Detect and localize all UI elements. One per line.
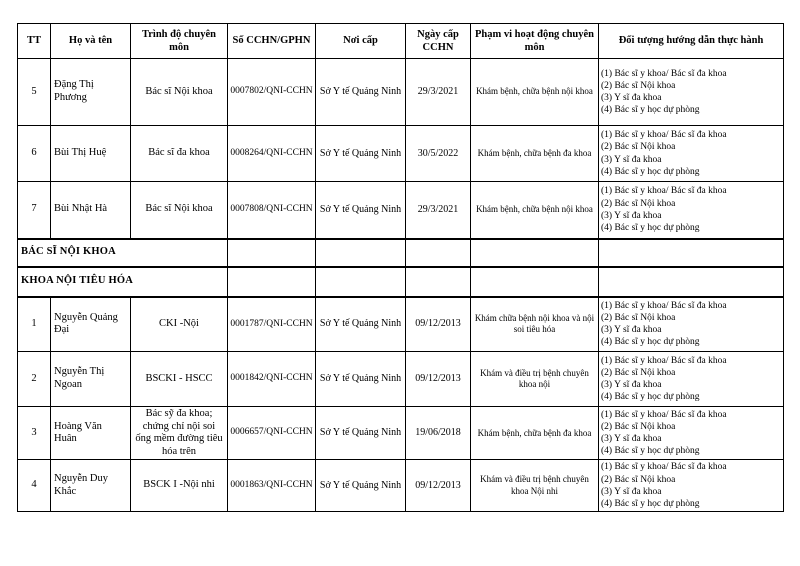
subject-line: (3) Y sĩ đa khoa (601, 486, 662, 497)
cell-name: Đặng Thị Phương (51, 59, 131, 126)
cell-date: 09/12/2013 (406, 460, 471, 512)
cell-qualification: Bác sỹ đa khoa; chứng chỉ nội soi ống mềm đường tiêu hóa trên (131, 407, 228, 460)
cell-name: Nguyễn Quảng Đại (51, 297, 131, 352)
empty-cell (599, 239, 784, 267)
cell-subjects (599, 297, 784, 352)
cell-date: 19/06/2018 (406, 407, 471, 460)
column-header-tt: TT (18, 24, 51, 59)
column-header-subjects: Đối tượng hướng dẫn thực hành (599, 24, 784, 59)
cell-cert_no: 0001842/QNI-CCHN (228, 352, 316, 407)
document-page (17, 23, 783, 512)
subject-line: (3) Y sĩ đa khoa (601, 380, 662, 390)
subject-line: (1) Bác sĩ y khoa/ Bác sĩ đa khoa (601, 130, 727, 141)
subject-line: (4) Bác sĩ y học dự phòng (601, 446, 700, 457)
cell-cert_no: 0001787/QNI-CCHN (228, 297, 316, 352)
cell-subjects (599, 407, 784, 460)
cell-place: Sở Y tế Quảng Ninh (316, 126, 406, 182)
subject-line: (1) Bác sĩ y khoa/ Bác sĩ đa khoa (601, 462, 727, 473)
table-row (18, 460, 784, 512)
cell-tt: 2 (18, 352, 51, 407)
cell-qualification: Bác sĩ Nội khoa (131, 59, 228, 126)
subject-line: (4) Bác sĩ y học dự phòng (601, 105, 700, 116)
cell-scope: Khám bệnh, chữa bệnh nội khoa (471, 59, 599, 126)
cell-scope: Khám và điều trị bệnh chuyên khoa Nội nhi (471, 460, 599, 512)
table-row (18, 407, 784, 460)
cell-place: Sở Y tế Quảng Ninh (316, 182, 406, 239)
cell-date: 29/3/2021 (406, 182, 471, 239)
subject-line: (2) Bác sĩ Nội khoa (601, 422, 676, 433)
empty-cell (228, 267, 316, 297)
cell-subjects (599, 126, 784, 182)
empty-cell (316, 239, 406, 267)
cell-subjects (599, 352, 784, 407)
subject-line: (2) Bác sĩ Nội khoa (601, 474, 676, 485)
empty-cell (316, 267, 406, 297)
section-row (18, 239, 784, 267)
cell-name: Nguyễn Thị Ngoan (51, 352, 131, 407)
table-row (18, 126, 784, 182)
subject-line: (3) Y sĩ đa khoa (601, 325, 662, 336)
cell-name: Bùi Thị Huệ (51, 126, 131, 182)
cell-subjects (599, 59, 784, 126)
empty-cell (406, 267, 471, 297)
subject-line: (3) Y sĩ đa khoa (601, 210, 662, 221)
empty-cell (228, 239, 316, 267)
column-header-place: Nơi cấp (316, 24, 406, 59)
cell-scope: Khám bệnh, chữa bệnh đa khoa (471, 126, 599, 182)
table-row (18, 59, 784, 126)
cell-qualification: BSCKI - HSCC (131, 352, 228, 407)
table-row (18, 297, 784, 352)
subject-line: (1) Bác sĩ y khoa/ Bác sĩ đa khoa (601, 68, 727, 79)
cell-place: Sở Y tế Quảng Ninh (316, 297, 406, 352)
section-label: KHOA NỘI TIÊU HÓA (18, 267, 228, 297)
subject-line: (4) Bác sĩ y học dự phòng (601, 337, 700, 348)
subject-line: (3) Y sĩ đa khoa (601, 154, 662, 165)
subject-line: (1) Bác sĩ y khoa/ Bác sĩ đa khoa (601, 355, 727, 366)
subject-line: (3) Y sĩ đa khoa (601, 434, 662, 445)
empty-cell (471, 267, 599, 297)
cell-scope: Khám bệnh, chữa bệnh nội khoa (471, 182, 599, 239)
cell-place: Sở Y tế Quảng Ninh (316, 460, 406, 512)
empty-cell (599, 267, 784, 297)
table-row (18, 182, 784, 239)
practitioners-table (17, 23, 784, 512)
table-header-row (18, 24, 784, 59)
empty-cell (471, 239, 599, 267)
subject-line: (2) Bác sĩ Nội khoa (601, 313, 676, 324)
cell-name: Hoàng Văn Huân (51, 407, 131, 460)
cell-date: 09/12/2013 (406, 352, 471, 407)
column-header-date: Ngày cấp CCHN (406, 24, 471, 59)
cell-tt: 6 (18, 126, 51, 182)
column-header-name: Họ và tên (51, 24, 131, 59)
section-row (18, 267, 784, 297)
subject-line: (2) Bác sĩ Nội khoa (601, 198, 676, 209)
cell-scope: Khám bệnh, chữa bệnh đa khoa (471, 407, 599, 460)
cell-tt: 1 (18, 297, 51, 352)
subject-line: (4) Bác sĩ y học dự phòng (601, 498, 700, 509)
subject-line: (1) Bác sĩ y khoa/ Bác sĩ đa khoa (601, 300, 727, 311)
cell-subjects (599, 182, 784, 239)
subject-line: (1) Bác sĩ y khoa/ Bác sĩ đa khoa (601, 409, 727, 420)
cell-place: Sở Y tế Quảng Ninh (316, 59, 406, 126)
cell-tt: 5 (18, 59, 51, 126)
cell-qualification: Bác sĩ đa khoa (131, 126, 228, 182)
subject-line: (3) Y sĩ đa khoa (601, 93, 662, 103)
cell-cert_no: 0007802/QNI-CCHN (228, 59, 316, 126)
cell-name: Nguyễn Duy Khắc (51, 460, 131, 512)
table-row (18, 352, 784, 407)
cell-cert_no: 0007808/QNI-CCHN (228, 182, 316, 239)
subject-line: (1) Bác sĩ y khoa/ Bác sĩ đa khoa (601, 186, 727, 197)
cell-scope: Khám và điều trị bệnh chuyên khoa nội (471, 352, 599, 407)
cell-tt: 7 (18, 182, 51, 239)
cell-cert_no: 0006657/QNI-CCHN (228, 407, 316, 460)
cell-place: Sở Y tế Quảng Ninh (316, 407, 406, 460)
cell-place: Sở Y tế Quảng Ninh (316, 352, 406, 407)
cell-date: 09/12/2013 (406, 297, 471, 352)
section-label: BÁC SĨ NỘI KHOA (18, 239, 228, 267)
empty-cell (406, 239, 471, 267)
cell-subjects (599, 460, 784, 512)
cell-date: 29/3/2021 (406, 59, 471, 126)
cell-qualification: CKI -Nội (131, 297, 228, 352)
cell-cert_no: 0001863/QNI-CCHN (228, 460, 316, 512)
cell-qualification: Bác sĩ Nội khoa (131, 182, 228, 239)
column-header-qualification: Trình độ chuyên môn (131, 24, 228, 59)
subject-line: (4) Bác sĩ y học dự phòng (601, 222, 700, 233)
cell-name: Bùi Nhật Hà (51, 182, 131, 239)
cell-cert_no: 0008264/QNI-CCHN (228, 126, 316, 182)
cell-tt: 3 (18, 407, 51, 460)
cell-date: 30/5/2022 (406, 126, 471, 182)
column-header-scope: Phạm vi hoạt động chuyên môn (471, 24, 599, 59)
subject-line: (4) Bác sĩ y học dự phòng (601, 166, 700, 177)
cell-scope: Khám chữa bệnh nội khoa và nội soi tiêu hóa (471, 297, 599, 352)
subject-line: (2) Bác sĩ Nội khoa (601, 142, 676, 153)
cell-tt: 4 (18, 460, 51, 512)
subject-line: (2) Bác sĩ Nội khoa (601, 367, 676, 378)
cell-qualification: BSCK I -Nội nhi (131, 460, 228, 512)
column-header-cert_no: Số CCHN/GPHN (228, 24, 316, 59)
subject-line: (4) Bác sĩ y học dự phòng (601, 392, 700, 403)
subject-line: (2) Bác sĩ Nội khoa (601, 80, 676, 91)
